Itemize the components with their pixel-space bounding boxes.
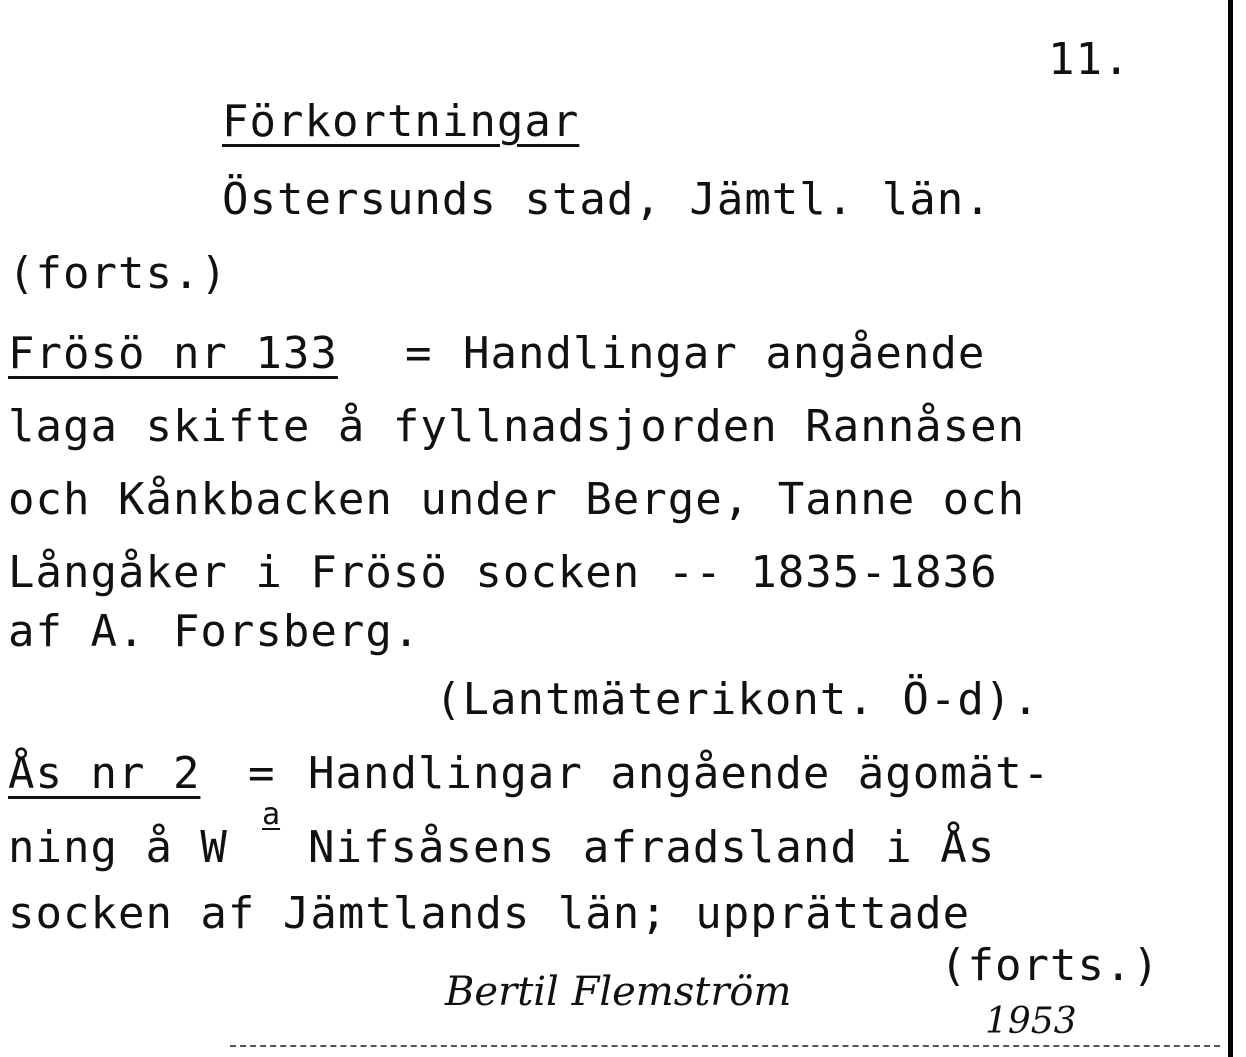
continued-bottom-label: (forts.) [940,940,1160,991]
entry-text-line: socken af Jämtlands län; upprättade [8,888,971,939]
entry-text-line: och Kånkbacken under Berge, Tanne och [8,474,1026,525]
entry-text-line: Handlingar angående ägomät- [308,748,1051,799]
entry-separator: = [248,748,276,799]
entry-text-line: af A. Forsberg. [8,606,421,657]
author-signature: Bertil Flemström [445,969,792,1015]
signature-year: 1953 [985,1001,1077,1042]
entry-text-line: Handlingar angående [463,328,986,379]
entry-code: Frösö nr 133 [8,328,338,379]
entry-text-line: ning å W [8,822,228,873]
page-number: 11. [1048,34,1131,85]
entry-superscript: a [262,797,281,832]
card-edge-line [1228,0,1233,1057]
card-bottom-divider [230,1045,1220,1047]
entry-text-line: laga skifte å fyllnadsjorden Rannåsen [8,401,1026,452]
entry-separator: = [405,328,433,379]
card-heading: Förkortningar [222,96,580,147]
entry-source: (Lantmäterikont. Ö-d). [435,674,1040,725]
entry-text-line: Nifsåsens afradsland i Ås [308,822,996,873]
continued-top-label: (forts.) [8,248,228,299]
entry-code: Ås nr 2 [8,748,201,799]
card-subheading: Östersunds stad, Jämtl. län. [222,174,992,225]
entry-text-line: Långåker i Frösö socken -- 1835-1836 [8,547,998,598]
